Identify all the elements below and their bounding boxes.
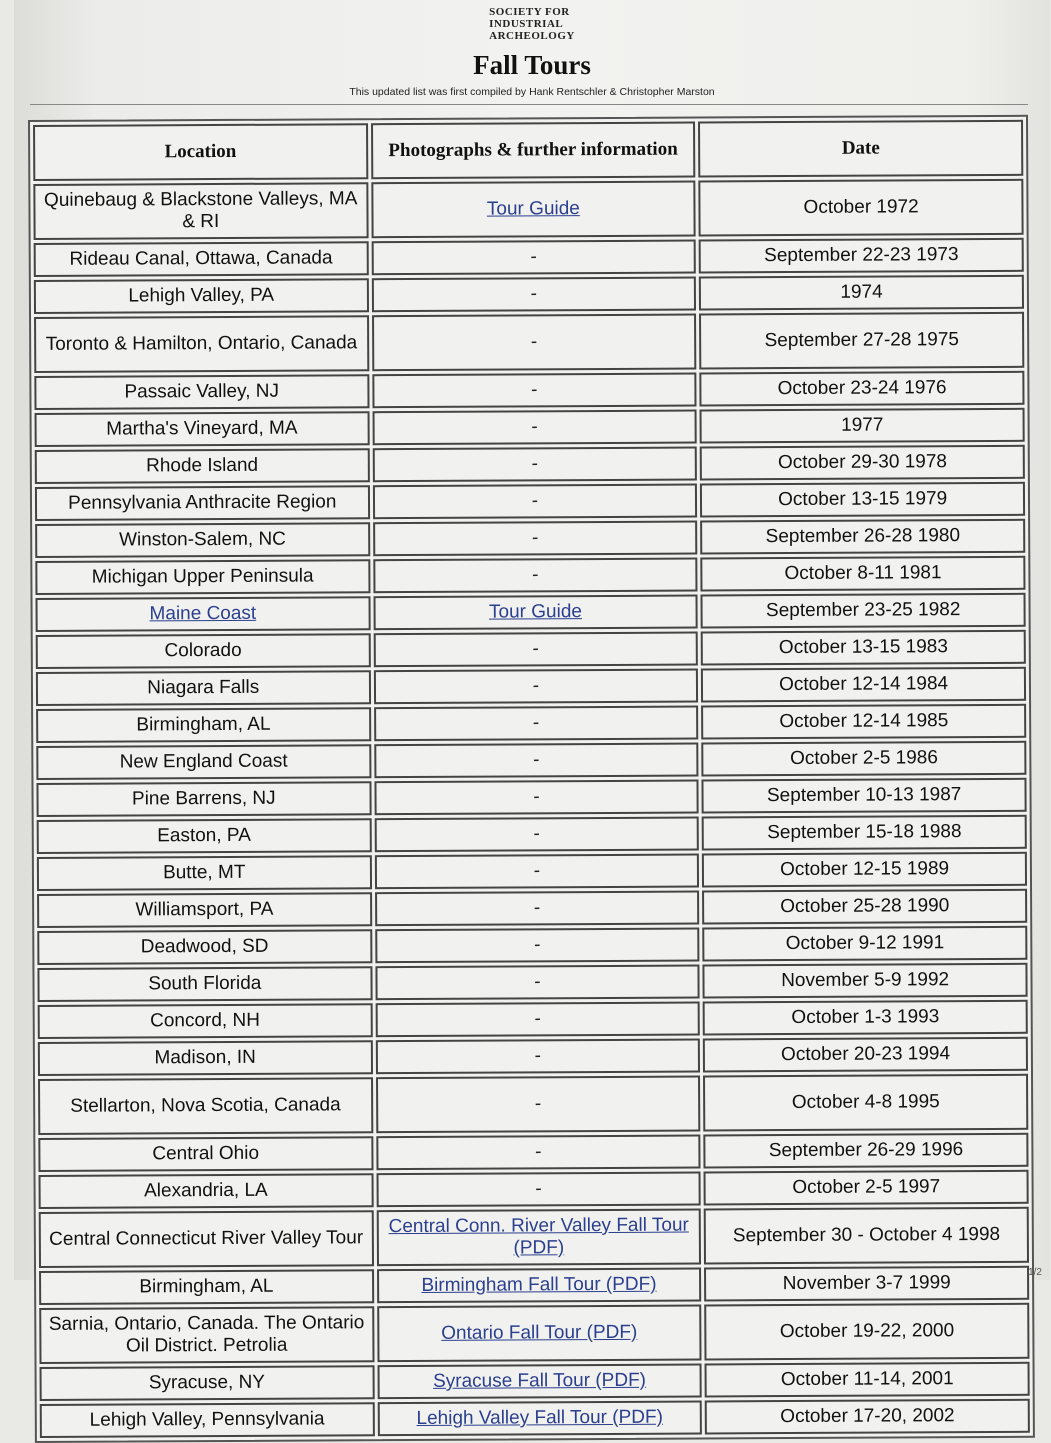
tours-table [28, 115, 1035, 1443]
page-number: 1/2 [1028, 1267, 1042, 1278]
cell-date: September 22-23 1973 [699, 238, 1024, 274]
info-link[interactable]: Lehigh Valley Fall Tour (PDF) [416, 1406, 663, 1429]
cell-info [373, 558, 698, 594]
table-row [36, 704, 1026, 743]
cell-location: Central Connecticut River Valley Tour [39, 1210, 374, 1268]
table-row [34, 275, 1024, 314]
cell-location: Rideau Canal, Ottawa, Canada [34, 241, 369, 277]
empty-dash: - [531, 527, 539, 549]
cell-location: Quinebaug & Blackstone Valleys, MA & RI [33, 182, 368, 240]
cell-date: October 19-22, 2000 [704, 1303, 1029, 1361]
empty-dash: - [532, 712, 540, 734]
empty-dash: - [533, 897, 541, 919]
cell-location: Madison, IN [38, 1040, 373, 1076]
cell-location: Passaic Valley, NJ [34, 374, 369, 410]
table-row [38, 1000, 1028, 1039]
cell-info [371, 277, 696, 313]
table-header-row [33, 120, 1023, 181]
cell-info [372, 484, 697, 520]
cell-location: Lehigh Valley, Pennsylvania [40, 1402, 375, 1438]
cell-date: September 10-13 1987 [702, 778, 1027, 814]
cell-info [371, 181, 696, 239]
empty-dash: - [534, 1093, 542, 1115]
logo-line-1: SOCIETY FOR [489, 6, 570, 18]
cell-info [373, 594, 698, 630]
cell-date: September 23-25 1982 [701, 593, 1026, 629]
table-row [37, 889, 1027, 928]
cell-info [374, 742, 699, 778]
column-header-location: Location [33, 123, 368, 181]
empty-dash: - [533, 860, 541, 882]
cell-location: Easton, PA [37, 818, 372, 854]
table-row [34, 312, 1024, 373]
empty-dash: - [535, 1141, 542, 1163]
cell-location: Concord, NH [38, 1003, 373, 1039]
cell-location: Butte, MT [37, 855, 372, 891]
cell-info [377, 1267, 702, 1303]
cell-date: October 29-30 1978 [700, 445, 1025, 481]
empty-dash: - [534, 971, 541, 993]
cell-location: Toronto & Hamilton, Ontario, Canada [34, 315, 369, 373]
table-row [40, 1362, 1030, 1401]
cell-location: Pine Barrens, NJ [36, 781, 371, 817]
table-row [36, 593, 1026, 632]
cell-date: October 9-12 1991 [703, 926, 1028, 962]
cell-location: Central Ohio [38, 1136, 373, 1172]
cell-location: Syracuse, NY [40, 1365, 375, 1401]
cell-date: October 4-8 1995 [703, 1074, 1028, 1132]
cell-info [375, 964, 700, 1000]
cell-location: Colorado [36, 633, 371, 669]
empty-dash: - [530, 331, 538, 353]
cell-location: Williamsport, PA [37, 892, 372, 928]
cell-date: October 20-23 1994 [703, 1037, 1028, 1073]
table-row [37, 852, 1027, 891]
cell-location: New England Coast [36, 744, 371, 780]
table-row [36, 741, 1026, 780]
empty-dash: - [531, 490, 539, 512]
cell-info [377, 1363, 702, 1399]
cell-info [374, 853, 699, 889]
cell-info [373, 631, 698, 667]
table-row [37, 926, 1027, 965]
location-link[interactable]: Maine Coast [149, 602, 257, 625]
table-row [37, 815, 1027, 854]
cell-info [372, 410, 697, 446]
cell-date: October 8-11 1981 [701, 556, 1026, 592]
table-row [35, 445, 1025, 484]
table-row [39, 1207, 1029, 1268]
cell-date: October 12-14 1984 [701, 667, 1026, 703]
info-link[interactable]: Central Conn. River Valley Fall Tour (PDF) [388, 1214, 689, 1259]
cell-location: Alexandria, LA [39, 1173, 374, 1209]
society-logo [489, 6, 575, 42]
table-row [36, 630, 1026, 669]
cell-info [375, 927, 700, 963]
table-row [37, 963, 1027, 1002]
cell-info [376, 1134, 701, 1170]
cell-location: Winston-Salem, NC [35, 522, 370, 558]
cell-date: November 3-7 1999 [704, 1266, 1029, 1302]
cell-location: Martha's Vineyard, MA [35, 411, 370, 447]
cell-info [373, 521, 698, 557]
cell-location: Sarnia, Ontario, Canada. The Ontario Oil District. Petrolia [39, 1306, 374, 1364]
column-header-photos: Photographs & further information [371, 122, 696, 180]
empty-dash: - [531, 416, 538, 438]
cell-date: October 11-14, 2001 [705, 1362, 1030, 1398]
cell-info [377, 1304, 702, 1362]
table-row [35, 519, 1025, 558]
table-row [39, 1170, 1029, 1209]
cell-date: October 1-3 1993 [703, 1000, 1028, 1036]
empty-dash: - [531, 379, 538, 401]
info-link[interactable]: Tour Guide [488, 601, 583, 623]
cell-date: November 5-9 1992 [703, 963, 1028, 999]
cell-info [376, 1171, 701, 1207]
cell-info [374, 816, 699, 852]
cell-location: Birmingham, AL [36, 707, 371, 743]
page-header [14, 6, 1050, 98]
info-link[interactable]: Syracuse Fall Tour (PDF) [432, 1369, 647, 1392]
cell-info [374, 779, 699, 815]
table-row [36, 778, 1026, 817]
cell-location: Michigan Upper Peninsula [35, 559, 370, 595]
cell-info [375, 1038, 700, 1074]
info-link[interactable]: Tour Guide [486, 198, 580, 220]
cell-location: Pennsylvania Anthracite Region [35, 485, 370, 521]
table-row [38, 1133, 1028, 1172]
cell-date: October 1972 [699, 179, 1024, 237]
logo-line-2: INDUSTRIAL [489, 18, 564, 30]
empty-dash: - [534, 934, 541, 956]
cell-location [36, 596, 371, 632]
cell-info [376, 1208, 701, 1266]
cell-date: September 27-28 1975 [699, 312, 1024, 370]
empty-dash: - [530, 246, 537, 268]
empty-dash: - [533, 786, 540, 808]
cell-location: Deadwood, SD [37, 929, 372, 965]
cell-date: September 15-18 1988 [702, 815, 1027, 851]
table-row [35, 408, 1025, 447]
table-row [38, 1037, 1028, 1076]
cell-info [371, 240, 696, 276]
empty-dash: - [533, 823, 540, 845]
logo-line-3: ARCHEOLOGY [489, 30, 575, 42]
cell-info [372, 314, 697, 372]
cell-info [377, 1400, 702, 1436]
cell-location: Lehigh Valley, PA [34, 278, 369, 314]
empty-dash: - [532, 675, 540, 697]
table-row [35, 482, 1025, 521]
table-row [39, 1303, 1029, 1364]
table-row [34, 238, 1024, 277]
tours-table-wrapper [28, 115, 1035, 1443]
cell-date: September 30 - October 4 1998 [704, 1207, 1029, 1265]
column-header-date: Date [698, 120, 1023, 178]
cell-info [374, 705, 699, 741]
cell-date: September 26-29 1996 [704, 1133, 1029, 1169]
table-row [38, 1074, 1028, 1135]
cell-location: Rhode Island [35, 448, 370, 484]
table-row [35, 556, 1025, 595]
empty-dash: - [534, 1008, 541, 1030]
cell-date: October 25-28 1990 [702, 889, 1027, 925]
cell-info [372, 447, 697, 483]
header-divider [30, 104, 1028, 105]
cell-date: 1977 [700, 408, 1025, 444]
cell-date: October 13-15 1983 [701, 630, 1026, 666]
cell-location: Birmingham, AL [39, 1269, 374, 1305]
info-link[interactable]: Birmingham Fall Tour (PDF) [421, 1273, 657, 1296]
empty-dash: - [532, 638, 539, 660]
table-row [33, 179, 1023, 240]
table-row [36, 667, 1026, 706]
cell-date: October 17-20, 2002 [705, 1399, 1030, 1435]
table-row [39, 1266, 1029, 1305]
cell-info [375, 890, 700, 926]
empty-dash: - [535, 1178, 542, 1200]
document-page [14, 0, 1050, 1431]
credit-line: This updated list was first compiled by Hank Rentschler & Christopher Marston [349, 86, 715, 98]
empty-dash: - [533, 749, 540, 771]
info-link[interactable]: Ontario Fall Tour (PDF) [441, 1321, 638, 1344]
cell-date: October 23-24 1976 [700, 371, 1025, 407]
cell-info [373, 668, 698, 704]
cell-info [375, 1001, 700, 1037]
empty-dash: - [532, 564, 539, 586]
cell-date: 1974 [699, 275, 1024, 311]
cell-info [376, 1075, 701, 1133]
cell-info [372, 373, 697, 409]
empty-dash: - [534, 1045, 542, 1067]
page-title: Fall Tours [473, 50, 591, 80]
cell-location: South Florida [37, 966, 372, 1002]
empty-dash: - [530, 283, 538, 305]
cell-date: October 12-15 1989 [702, 852, 1027, 888]
cell-date: October 13-15 1979 [700, 482, 1025, 518]
cell-date: October 2-5 1986 [702, 741, 1027, 777]
cell-date: October 12-14 1985 [701, 704, 1026, 740]
cell-date: September 26-28 1980 [700, 519, 1025, 555]
empty-dash: - [531, 453, 538, 475]
cell-date: October 2-5 1997 [704, 1170, 1029, 1206]
table-row [34, 371, 1024, 410]
cell-location: Stellarton, Nova Scotia, Canada [38, 1077, 373, 1135]
table-row [40, 1399, 1030, 1438]
cell-location: Niagara Falls [36, 670, 371, 706]
